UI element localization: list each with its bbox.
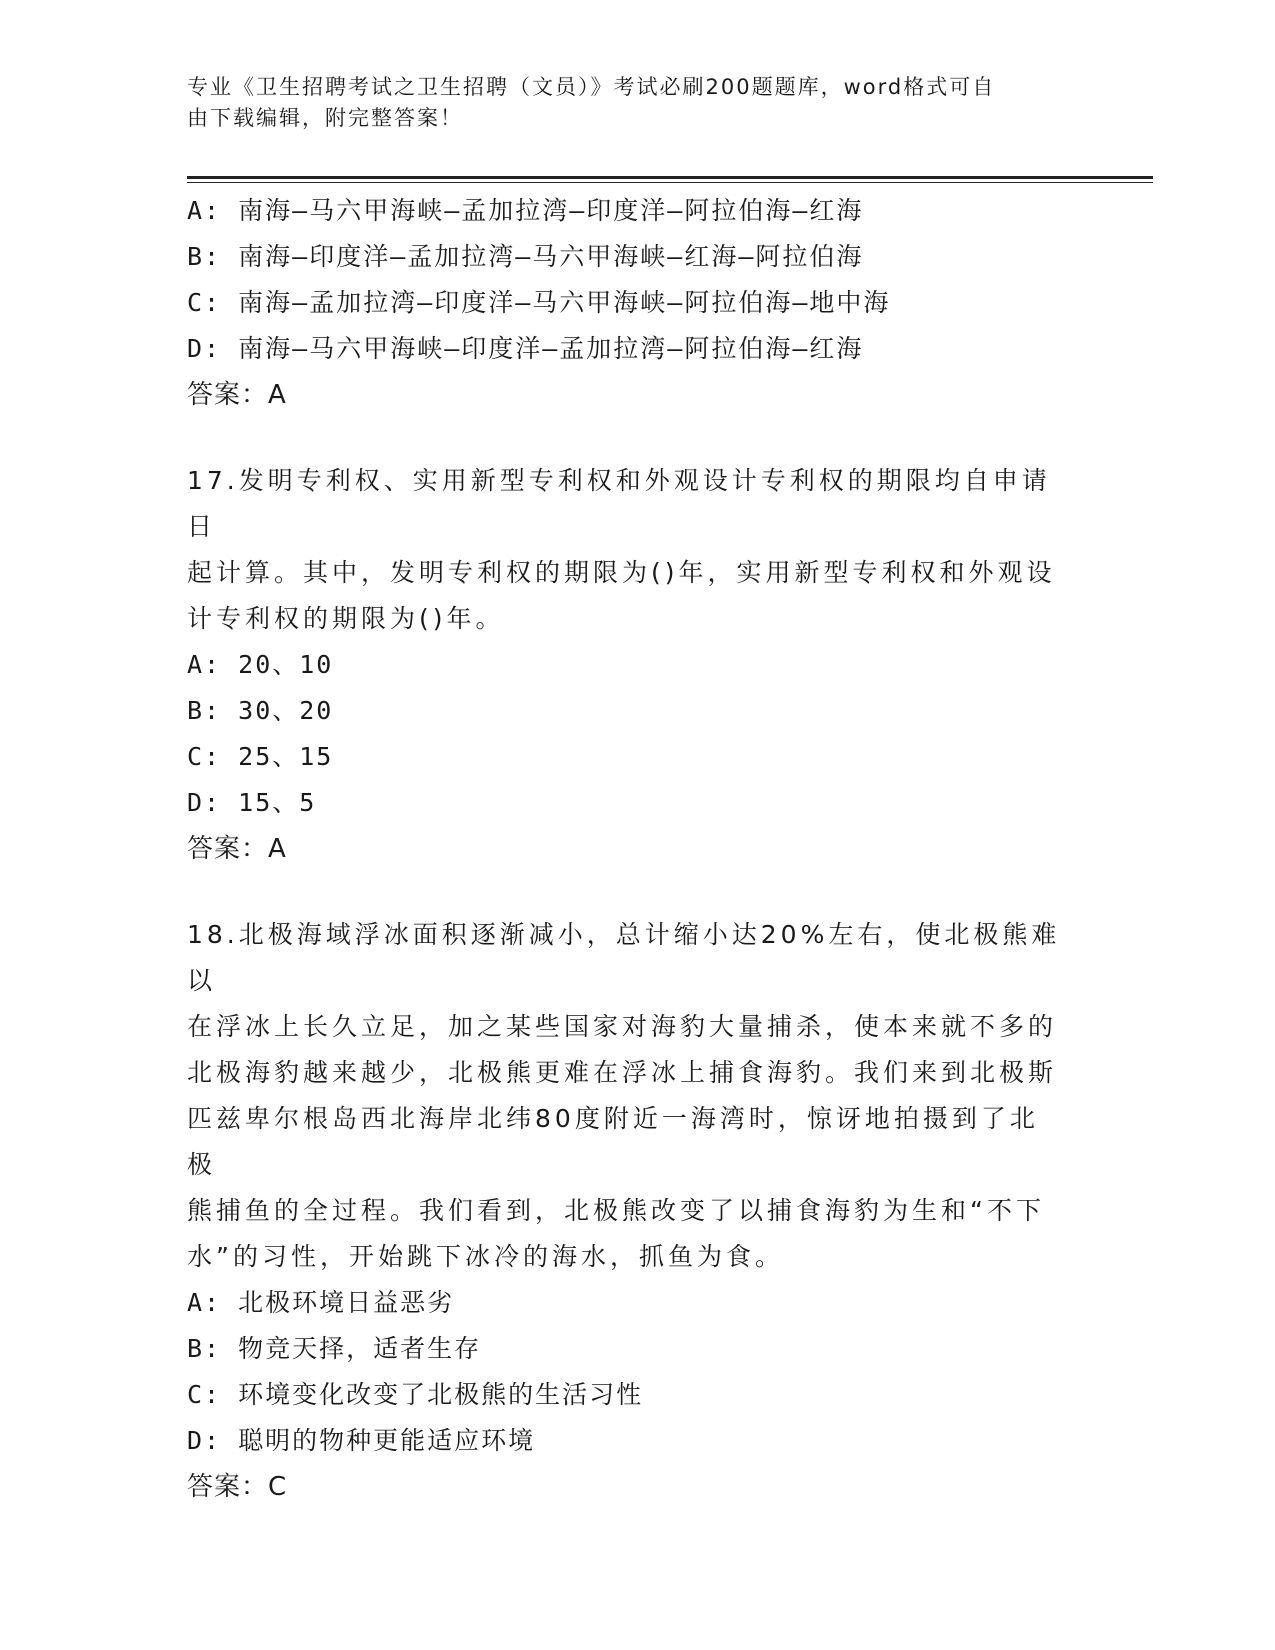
option-a: A: 20、10 [187, 650, 334, 679]
answer-line: 答案：A [187, 380, 287, 410]
stem-line: 计专利权的期限为()年。 [187, 604, 505, 633]
question-stem [187, 458, 1067, 642]
question-list [187, 188, 1087, 1510]
option-c: C: 环境变化改变了北极熊的生活习性 [187, 1380, 644, 1409]
option-b: B: 物竞天择，适者生存 [187, 1334, 482, 1363]
option-d: D: 聪明的物种更能适应环境 [187, 1426, 536, 1455]
option-b: B: 南海—印度洋—孟加拉湾—马六甲海峡—红海—阿拉伯海 [187, 242, 864, 271]
option-c: C: 南海—孟加拉湾—印度洋—马六甲海峡—阿拉伯海—地中海 [187, 288, 891, 317]
question-16 [187, 188, 1087, 418]
header-line-1: 专业《卫生招聘考试之卫生招聘（文员）》考试必刷200题题库，word格式可自 [187, 75, 996, 99]
stem-line: 18.北极海域浮冰面积逐渐减小，总计缩小达20%左右，使北极熊难以 [187, 920, 1061, 995]
answer-line: 答案：C [187, 1472, 288, 1502]
option-c: C: 25、15 [187, 742, 334, 771]
stem-line: 匹兹卑尔根岛西北海岸北纬80度附近一海湾时，惊讶地拍摄到了北极 [187, 1104, 1039, 1179]
question-17 [187, 458, 1087, 872]
stem-line: 北极海豹越来越少，北极熊更难在浮冰上捕食海豹。我们来到北极斯 [187, 1058, 1058, 1087]
option-d: D: 南海—马六甲海峡—印度洋—孟加拉湾—阿拉伯海—红海 [187, 334, 864, 363]
stem-line: 水”的习性，开始跳下冰冷的海水，抓鱼为食。 [187, 1242, 784, 1271]
option-a: A: 南海—马六甲海峡—孟加拉湾—印度洋—阿拉伯海—红海 [187, 196, 864, 225]
option-d: D: 15、5 [187, 788, 317, 817]
header-divider-thick [187, 176, 1153, 179]
option-a: A: 北极环境日益恶劣 [187, 1288, 455, 1317]
stem-line: 17.发明专利权、实用新型专利权和外观设计专利权的期限均自申请日 [187, 466, 1051, 541]
stem-line: 在浮冰上长久立足，加之某些国家对海豹大量捕杀，使本来就不多的 [187, 1012, 1058, 1041]
question-18 [187, 912, 1087, 1510]
stem-line: 熊捕鱼的全过程。我们看到，北极熊改变了以捕食海豹为生和“不下 [187, 1196, 1045, 1225]
document-header [187, 72, 1067, 134]
stem-line: 起计算。其中，发明专利权的期限为()年，实用新型专利权和外观设 [187, 558, 1056, 587]
answer-line: 答案：A [187, 834, 287, 864]
question-stem [187, 912, 1067, 1280]
header-divider-thin [187, 182, 1153, 183]
header-line-2: 由下载编辑，附完整答案！ [187, 106, 463, 130]
option-b: B: 30、20 [187, 696, 334, 725]
